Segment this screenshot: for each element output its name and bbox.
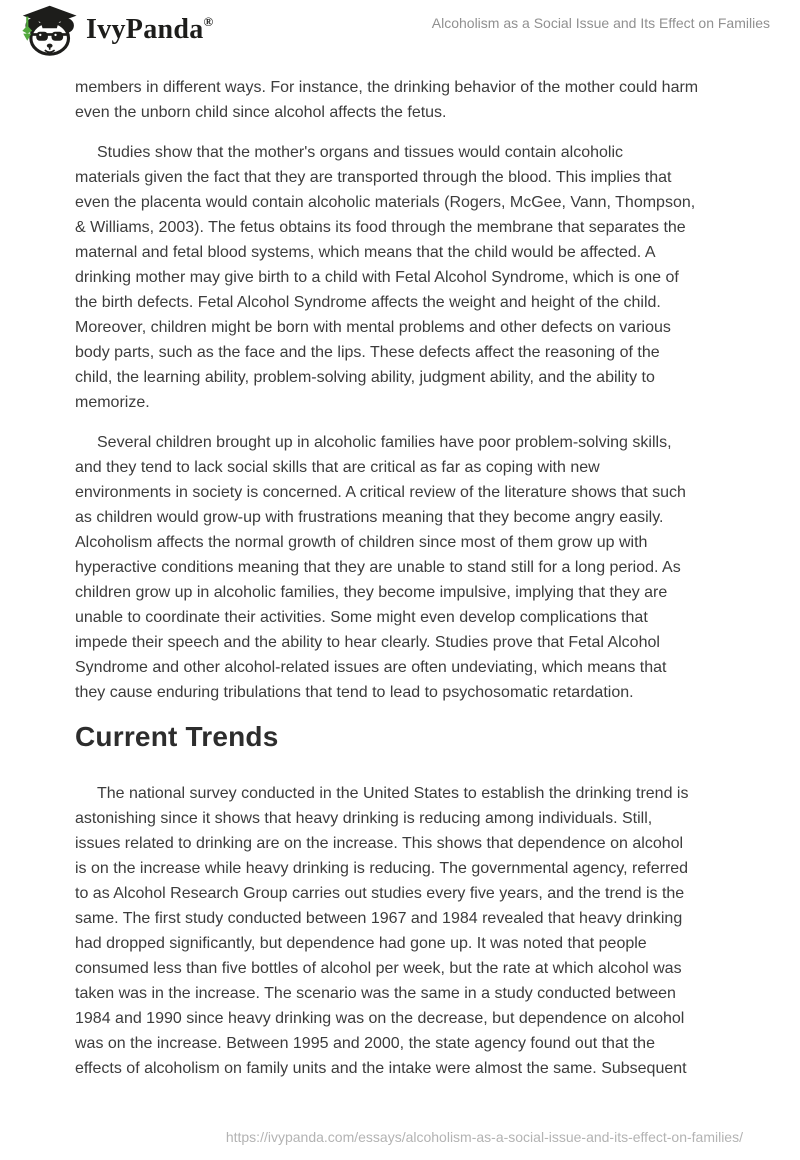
section-heading: Current Trends xyxy=(75,721,279,752)
paragraph-line: 1984 and 1990 since heavy drinking was on the decrease, but dependence on alcohol xyxy=(75,1010,685,1027)
paragraph-line: is on the increase while heavy drinking is reducing. The governmental agency, referred xyxy=(75,860,689,877)
document-title: Alcoholism as a Social Issue and Its Effect on Families xyxy=(431,15,770,31)
source-url-link[interactable]: https://ivypanda.com/essays/alcoholism-as-a-social-issue-and-its-effect-on-families/ xyxy=(225,1129,743,1145)
paragraph-line: even the unborn child since alcohol affects the fetus. xyxy=(75,104,447,121)
paragraph-line: Moreover, children might be born with mental problems and other defects on various xyxy=(75,319,671,336)
paragraph xyxy=(75,140,755,415)
paragraph-line: materials given the fact that they are transported through the blood. This implies that xyxy=(75,169,672,186)
paragraph-line: Several children brought up in alcoholic families have poor problem-solving skills, xyxy=(97,434,672,451)
paragraph-line: Alcoholism affects the normal growth of children since most of them grow up with xyxy=(75,534,648,551)
paragraph-line: astonishing since it shows that heavy drinking is reducing among individuals. Still, xyxy=(75,810,653,827)
paragraph-line: Syndrome and other alcohol-related issues are often undeviating, which means that xyxy=(75,659,667,676)
paragraph-line: same. The first study conducted between 1967 and 1984 revealed that heavy drinking xyxy=(75,910,683,927)
paragraph-line: & Williams, 2003). The fetus obtains its food through the membrane that separates the xyxy=(75,219,686,236)
paragraph-line: and they tend to lack social skills that are critical as far as coping with new xyxy=(75,459,600,476)
page-header xyxy=(0,0,800,64)
ivypanda-logo xyxy=(17,4,214,56)
paragraph-line: hyperactive conditions meaning that they are unable to stand still for a long period. As xyxy=(75,559,681,576)
paragraph-line: maternal and fetal blood systems, which means that the child would be affected. A xyxy=(75,244,656,261)
paragraph xyxy=(75,430,755,705)
paragraph-line: child, the learning ability, problem-solving ability, judgment ability, and the ability to xyxy=(75,369,655,386)
paragraph-line: effects of alcoholism on family units and the intake were almost the same. Subsequent xyxy=(75,1060,687,1077)
paragraph-line: was on the increase. Between 1995 and 2000, the state agency found out that the xyxy=(75,1035,655,1052)
paragraph-line: unable to coordinate their activities. Some might even develop complications that xyxy=(75,609,648,626)
paragraph-line: environments in society is concerned. A critical review of the literature shows that such xyxy=(75,484,686,501)
paragraph-line: taken was in the increase. The scenario was the same in a study conducted between xyxy=(75,985,676,1002)
paragraph-line: members in different ways. For instance, the drinking behavior of the mother could harm xyxy=(75,79,699,96)
paragraph-line: the birth defects. Fetal Alcohol Syndrome affects the weight and height of the child. xyxy=(75,294,661,311)
paragraph-line: children grow up in alcoholic families, they become impulsive, implying that they are xyxy=(75,584,668,601)
paragraph-line: even the placenta would contain alcoholic materials (Rogers, McGee, Vann, Thompson, xyxy=(75,194,696,211)
paragraph-line: they cause enduring tribulations that tend to lead to psychosomatic retardation. xyxy=(75,684,634,701)
paragraph-line: body parts, such as the face and the lips. These defects affect the reasoning of the xyxy=(75,344,660,361)
brand-name: IvyPanda® xyxy=(86,14,214,45)
paragraph-line: impede their speech and the ability to hear clearly. Studies prove that Fetal Alcohol xyxy=(75,634,660,651)
paragraph-line: to as Alcohol Research Group carries out studies every five years, and the trend is the xyxy=(75,885,685,902)
paragraph-line: issues related to drinking are on the increase. This shows that dependence on alcohol xyxy=(75,835,684,852)
paragraph xyxy=(75,781,755,1081)
paragraph xyxy=(75,75,755,125)
panda-graduation-cap-icon xyxy=(17,4,77,56)
document-body xyxy=(75,75,755,1096)
paragraph-line: drinking mother may give birth to a child with Fetal Alcohol Syndrome, which is one of xyxy=(75,269,679,286)
paragraph-line: Studies show that the mother's organs and tissues would contain alcoholic xyxy=(97,144,624,161)
registered-trademark-symbol: ® xyxy=(203,14,214,29)
paragraph-line: consumed less than five bottles of alcohol per week, but the rate at which alcohol was xyxy=(75,960,682,977)
paragraph-line: The national survey conducted in the United States to establish the drinking trend is xyxy=(97,785,689,802)
paragraph-line: as children would grow-up with frustrations meaning that they become angry easily. xyxy=(75,509,664,526)
paragraph-line: had dropped significantly, but dependence had gone up. It was noted that people xyxy=(75,935,647,952)
paragraph-line: memorize. xyxy=(75,394,150,411)
